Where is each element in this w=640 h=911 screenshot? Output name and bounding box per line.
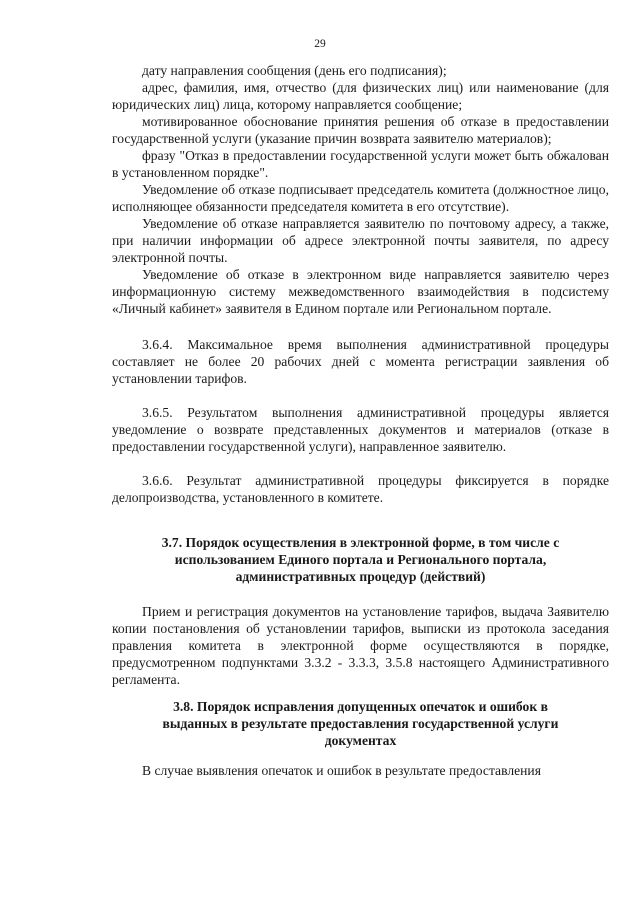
section-heading-3-7: 3.7. Порядок осуществления в электронной форме, в том числе с использованием Единого портала и Регионального портала, административных процедур (действий) (161, 535, 560, 584)
paragraph-justification: мотивированное обоснование принятия решения об отказе в предоставлении государственной услуги (указание причин возврата заявителю материалов); (112, 114, 609, 146)
paragraph-3-6-5: 3.6.5. Результатом выполнения административной процедуры является уведомление о возврате представленных документов и материалов (отказе в предоставлении государственной услуги), направленное заявителю. (112, 405, 609, 454)
paragraph-date: дату направления сообщения (день его подписания); (142, 63, 447, 78)
paragraph-phrase: фразу "Отказ в предоставлении государственной услуги может быть обжалован в установленном порядке". (112, 148, 609, 180)
paragraph-3-6-6: 3.6.6. Результат административной процедуры фиксируется в порядке делопроизводства, установленного в комитете. (112, 473, 609, 505)
section-heading-3-8: 3.8. Порядок исправления допущенных опечаток и ошибок в выданных в результате предоставления государственной услуги документах (162, 699, 559, 748)
paragraph-electronic-delivery: Уведомление об отказе в электронном виде направляется заявителю через информационную систему межведомственного взаимодействия в подсистему «Личный кабинет» заявителя в Едином портале или Региональном портале. (112, 267, 609, 316)
page-number: 29 (314, 38, 326, 50)
paragraph-3-7: Прием и регистрация документов на установление тарифов, выдача Заявителю копии постановления об установлении тарифов, выписки из протокола заседания правления комитета в электронной форме осуществляются в порядке, предусмотренном подпунктами 3.3.2 - 3.3.3, 3.5.8 настоящего Административного регламента. (112, 604, 609, 687)
paragraph-address: адрес, фамилия, имя, отчество (для физических лиц) или наименование (для юридических лиц) лица, которому направляется сообщение; (112, 80, 609, 112)
paragraph-3-8: В случае выявления опечаток и ошибок в результате предоставления (142, 763, 541, 778)
paragraph-mail-delivery: Уведомление об отказе направляется заявителю по почтовому адресу, а также, при наличии информации об адресе электронной почты заявителя, по адресу электронной почты. (112, 216, 609, 265)
document-body (112, 62, 609, 779)
paragraph-signature: Уведомление об отказе подписывает председатель комитета (должностное лицо, исполняющее обязанности председателя комитета в его отсутствие). (112, 182, 609, 214)
paragraph-3-6-4: 3.6.4. Максимальное время выполнения административной процедуры составляет не более 20 рабочих дней с момента регистрации заявления об установлении тарифов. (112, 337, 609, 386)
